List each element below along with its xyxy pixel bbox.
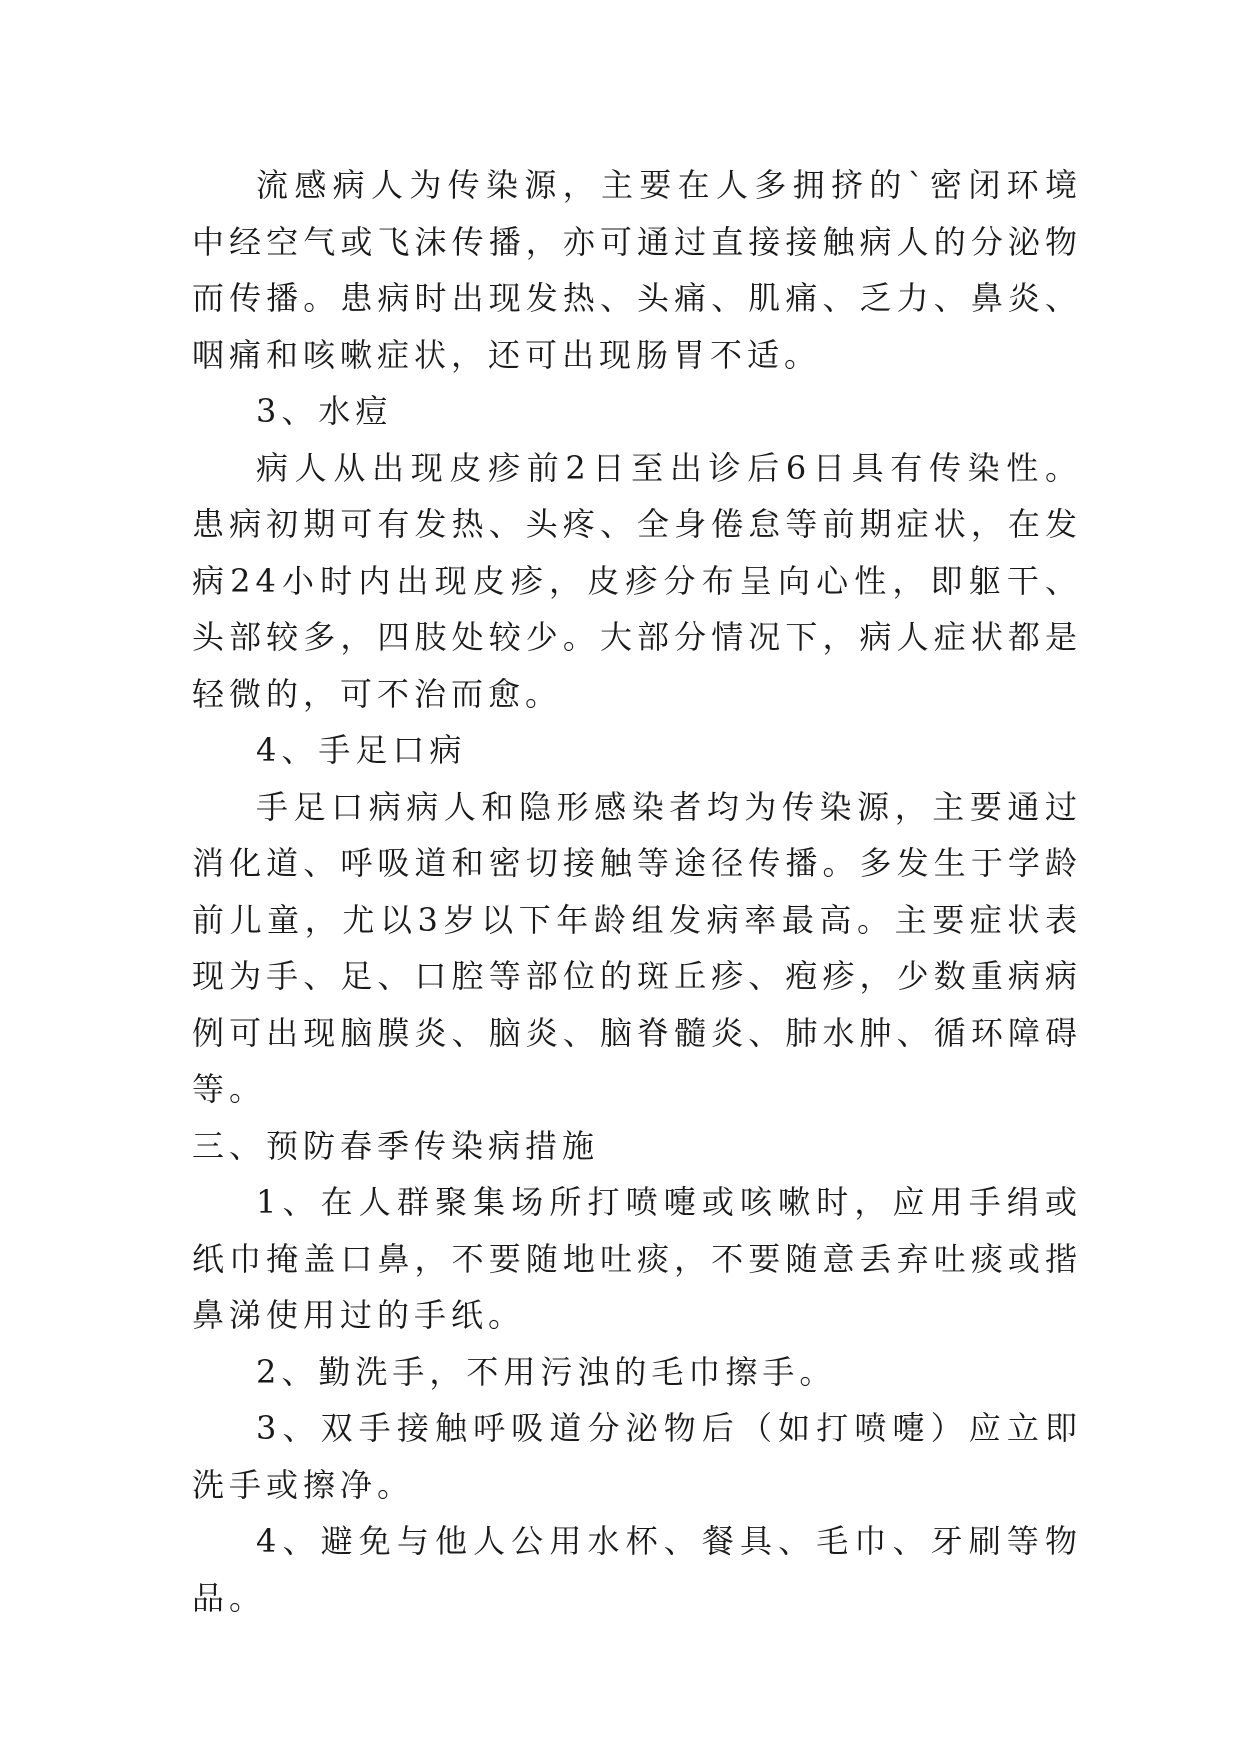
prevention-item-4: 4、避免与他人公用水杯、餐具、毛巾、牙刷等物品。 [192,1522,1082,1617]
heading-hfmd: 4、手足口病 [256,731,467,769]
section-heading-prevention: 三、预防春季传染病措施 [192,1126,600,1165]
document-body [192,157,1082,1626]
paragraph-hfmd: 手足口病病人和隐形感染者均为传染源，主要通过消化道、呼吸道和密切接触等途径传播。多发生于学龄前儿童，尤以3岁以下年龄组发病率最高。主要症状表现为手、足、口腔等部位的斑丘疹、疱疹，少数重病病例可出现脑膜炎、脑炎、脑脊髓炎、肺水肿、循环障碍等。 [192,787,1082,1108]
paragraph-influenza: 流感病人为传染源，主要在人多拥挤的`密闭环境中经空气或飞沫传播，亦可通过直接接触病人的分泌物而传播。患病时出现发热、头痛、肌痛、乏力、鼻炎、咽痛和咳嗽症状，还可出现肠胃不适。 [192,166,1082,374]
heading-chickenpox: 3、水痘 [256,392,393,430]
prevention-item-1: 1、在人群聚集场所打喷嚏或咳嗽时，应用手绢或纸巾掩盖口鼻，不要随地吐痰，不要随意丢弃吐痰或揩鼻涕使用过的手纸。 [192,1183,1082,1334]
paragraph-chickenpox: 病人从出现皮疹前2日至出诊后6日具有传染性。患病初期可有发热、头疼、全身倦怠等前期症状，在发病24小时内出现皮疹，皮疹分布呈向心性，即躯干、头部较多，四肢处较少。大部分情况下，病人症状都是轻微的，可不治而愈。 [192,448,1082,713]
prevention-item-3: 3、双手接触呼吸道分泌物后（如打喷嚏）应立即洗手或擦净。 [192,1409,1082,1504]
prevention-item-2: 2、勤洗手，不用污浊的毛巾擦手。 [256,1352,837,1391]
